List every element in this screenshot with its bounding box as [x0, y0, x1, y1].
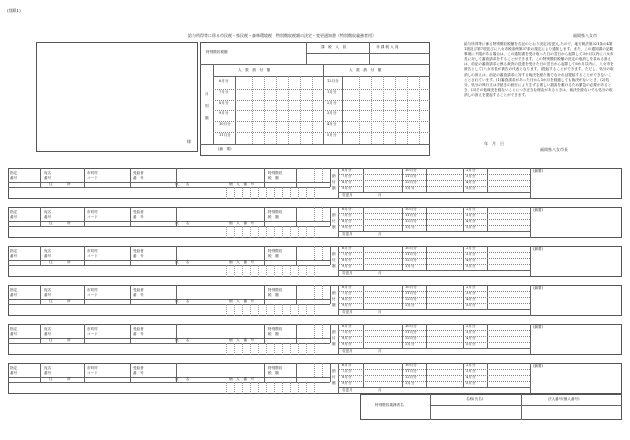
month-label: 2月分: [466, 363, 476, 367]
month-label: 10月分: [405, 246, 417, 250]
recipient-no-label: 受給者 番 号: [133, 249, 144, 258]
month-label: 6月分: [342, 168, 352, 172]
month-label: 11月分: [405, 213, 417, 217]
individual-no-label: 個 人 番 号: [229, 221, 255, 225]
address-label: 住 所: [49, 182, 71, 186]
month-label: 3月分: [466, 369, 476, 373]
header-month-right: 3月分: [327, 111, 337, 116]
reference-no-label: 宛名 番号: [44, 171, 52, 180]
change-month-label: 変更月: [342, 270, 353, 275]
page-title: 給与所得等に係る市民税・県民税・森林環境税 特別徴収税額の決定・変更通知書（特別徴収義務者用）: [188, 33, 376, 38]
address-label: 住 所: [49, 221, 71, 225]
month-label: 9月分: [342, 381, 352, 385]
month-label: 7月分: [342, 369, 352, 373]
special-tax-label: 特別徴収 税 額: [268, 366, 283, 375]
designation-no-label: 指定 番号: [10, 288, 18, 297]
recipient-no-label: 受給者 番 号: [133, 288, 144, 297]
individual-no-label: 個 人 番 号: [229, 377, 255, 381]
designation-no-label: 指定 番号: [10, 171, 18, 180]
month-label: 5月分: [466, 186, 476, 190]
month-label: 8月分: [342, 336, 352, 340]
header-month-left: 11月分: [219, 133, 231, 137]
month-label: 1月分: [405, 381, 415, 385]
month-label: 1月分: [405, 264, 415, 268]
city-code-label: 市町村 コード: [87, 288, 98, 297]
month-label: 8月分: [342, 375, 352, 379]
month-label: 9月分: [342, 225, 352, 229]
month-label: 8月分: [342, 258, 352, 262]
name-label: 氏 名: [175, 299, 190, 303]
city-code-label: 市町村 コード: [87, 171, 98, 180]
city-code-label: 市町村 コード: [87, 210, 98, 219]
name-label: 氏 名: [175, 182, 190, 186]
month-label: 10月分: [405, 207, 417, 211]
month-label: 9月分: [342, 342, 352, 346]
month-label: 6月分: [342, 285, 352, 289]
monthly-label: 納 付 額: [332, 330, 336, 346]
month-label: 5月分: [466, 381, 476, 385]
special-tax-label: 特別徴収 税 額: [268, 249, 283, 258]
month-label: 3月分: [466, 174, 476, 178]
month-label: 3月分: [466, 330, 476, 334]
reference-no-label: 宛名 番号: [44, 210, 52, 219]
monthly-label: 納 付 額: [332, 252, 336, 268]
individual-no-label: 個 人 番 号: [229, 182, 255, 186]
name-label: 氏 名: [175, 260, 190, 264]
month-label: 4月分: [466, 375, 476, 379]
legal-notice: 給与所得等に係る特別徴収税額を右記のとおり決定(変更)したので、地方税法第321条の4第1項及び第7項並びに八女市税条例第37条の規定により通知します。また、この通知書の記載事項に不服がある場合は、この通知書を受け取った日の翌日から起算して3か月以内に八女市長に対して審査請求をすることができます。この特別徴収税額の決定の取消しを求める訴えは、前記の審査請求に係る裁決の送達を受けた日の翌日から起算して6か月以内に、八女市を被告として(八女市長が被告の代表となります。)提起することができます。ただし、処分の取消しの訴えは、前記の審査請求に対する裁決を経た後でなければ提起することができないこととされています。(1)審査請求があった日から3か月を経過しても裁決がないとき、(2)処分、処分の執行又は手続きの続行により生ずる著しい損害を避けるため緊急の必要があるとき、(3)その他裁決を経ないことにつき正当な理由があるときは、裁決を経ないでも処分の取消しの訴えを提起することができます。: [464, 42, 614, 97]
month-label: 3月分: [466, 213, 476, 217]
header-month-right: 4月分: [327, 122, 337, 127]
designation-no-label: 指定 番号: [10, 249, 18, 258]
footer-name-label: 名称(氏名): [466, 397, 484, 401]
change-month-label: 変更月: [342, 309, 353, 314]
month-label: 2月分: [466, 207, 476, 211]
header-month-right: 1月分: [327, 89, 337, 94]
month-label: 12月分: [405, 180, 417, 184]
recipient-no-label: 受給者 番 号: [133, 210, 144, 219]
special-tax-label: 特別徴収 税 額: [268, 210, 283, 219]
month-label: 8月分: [342, 219, 352, 223]
special-tax-label: 特別徴収 税 額: [268, 327, 283, 336]
month-label: 4月分: [466, 297, 476, 301]
address-label: 住 所: [49, 260, 71, 264]
monthly-label: 納 付 額: [332, 291, 336, 307]
month-label: 6月分: [342, 207, 352, 211]
header-month-left: 6月分: [219, 79, 229, 83]
reference-no-label: 宛名 番号: [44, 288, 52, 297]
change-month-label: 変更月: [342, 192, 353, 197]
month-label: 10月分: [405, 168, 417, 172]
city-code-label: 市町村 コード: [87, 366, 98, 375]
month-label: 7月分: [342, 213, 352, 217]
footer-corp-no-label: 法人番号(個人番号): [548, 397, 580, 401]
month-unit: 月: [378, 270, 382, 275]
month-label: 3月分: [466, 291, 476, 295]
date-label: 年 月 日: [484, 141, 504, 146]
header-month-right: 12月分: [327, 79, 339, 83]
month-label: 8月分: [342, 180, 352, 184]
issuer-label: 福岡県八女市長: [540, 147, 568, 152]
name-label: 氏 名: [175, 221, 190, 225]
month-label: 2月分: [466, 324, 476, 328]
header-month-right: 5月分: [327, 133, 337, 137]
month-label: 10月分: [405, 324, 417, 328]
month-label: 2月分: [466, 285, 476, 289]
header-month-left: 9月分: [219, 111, 229, 116]
month-label: 1月分: [405, 303, 415, 307]
name-label: 氏 名: [175, 338, 190, 342]
month-label: 7月分: [342, 174, 352, 178]
month-label: 1月分: [405, 186, 415, 190]
month-label: 6月分: [342, 324, 352, 328]
reference-no-label: 宛名 番号: [44, 327, 52, 336]
month-label: 9月分: [342, 264, 352, 268]
change-month-label: 変更月: [342, 231, 353, 236]
amount-header-right: 人 数 納 付 額: [349, 68, 382, 72]
month-label: 1月分: [405, 225, 415, 229]
address-label: 住 所: [49, 338, 71, 342]
record-remarks: (摘要): [533, 169, 543, 173]
monthly-label: 納 付 額: [332, 213, 336, 229]
addressee-honorific: 様: [187, 139, 191, 144]
recipient-no-label: 受給者 番 号: [133, 171, 144, 180]
month-label: 9月分: [342, 186, 352, 190]
month-label: 5月分: [466, 303, 476, 307]
col-nontaxable: 非 課 税 人 員: [376, 45, 399, 49]
month-col-label: 月 別 額: [205, 92, 213, 120]
month-label: 4月分: [466, 258, 476, 262]
month-label: 2月分: [466, 168, 476, 172]
city-code-label: 市町村 コード: [87, 249, 98, 258]
designation-no-label: 指定 番号: [10, 366, 18, 375]
month-label: 1月分: [405, 342, 415, 346]
month-label: 8月分: [342, 297, 352, 301]
designation-no-label: 指定 番号: [10, 210, 18, 219]
header-remarks: (摘 要): [218, 147, 232, 151]
address-label: 住 所: [49, 377, 71, 381]
special-tax-label: 特別徴収 税 額: [268, 171, 283, 180]
month-label: 7月分: [342, 291, 352, 295]
recipient-no-label: 受給者 番 号: [133, 327, 144, 336]
month-unit: 月: [378, 348, 382, 353]
header-month-left: 10月分: [219, 122, 231, 127]
monthly-label: 納 付 額: [332, 369, 336, 385]
month-label: 6月分: [342, 246, 352, 250]
reference-no-label: 宛名 番号: [44, 366, 52, 375]
monthly-label: 納 付 額: [332, 174, 336, 190]
change-month-label: 変更月: [342, 387, 353, 392]
city-office-top: 福岡県八女市: [573, 33, 597, 38]
city-code-label: 市町村 コード: [87, 327, 98, 336]
change-month-label: 変更月: [342, 348, 353, 353]
month-label: 10月分: [405, 363, 417, 367]
month-label: 4月分: [466, 336, 476, 340]
name-label: 氏 名: [175, 377, 190, 381]
col-taxable: 課 税 人 員: [321, 45, 347, 49]
month-label: 2月分: [466, 246, 476, 250]
month-label: 9月分: [342, 303, 352, 307]
month-unit: 月: [378, 387, 382, 392]
amount-header-left: 人 数 納 付 額: [238, 68, 271, 72]
month-label: 5月分: [466, 342, 476, 346]
record-remarks: (摘要): [533, 364, 543, 368]
month-label: 5月分: [466, 225, 476, 229]
month-label: 3月分: [466, 252, 476, 256]
month-label: 11月分: [405, 174, 417, 178]
month-label: 7月分: [342, 330, 352, 334]
address-label: 住 所: [49, 299, 71, 303]
individual-no-label: 個 人 番 号: [229, 338, 255, 342]
month-label: 11月分: [405, 330, 417, 334]
month-label: 4月分: [466, 180, 476, 184]
month-unit: 月: [378, 192, 382, 197]
month-label: 5月分: [466, 264, 476, 268]
header-month-left: 7月分: [219, 89, 229, 94]
form-label: (別紙1): [7, 8, 21, 13]
month-label: 10月分: [405, 285, 417, 289]
row-label-tax: 特別徴収税額: [206, 50, 228, 54]
month-label: 12月分: [405, 336, 417, 340]
individual-no-label: 個 人 番 号: [229, 299, 255, 303]
addressee-box: [36, 42, 198, 152]
record-remarks: (摘要): [533, 286, 543, 290]
month-label: 6月分: [342, 363, 352, 367]
obligor-label: 特別徴収義務者名: [375, 403, 404, 407]
month-label: 11月分: [405, 252, 417, 256]
reference-no-label: 宛名 番号: [44, 249, 52, 258]
designation-no-label: 指定 番号: [10, 327, 18, 336]
month-label: 11月分: [405, 291, 417, 295]
month-label: 7月分: [342, 252, 352, 256]
month-label: 12月分: [405, 258, 417, 262]
recipient-no-label: 受給者 番 号: [133, 366, 144, 375]
month-unit: 月: [378, 309, 382, 314]
special-tax-label: 特別徴収 税 額: [268, 288, 283, 297]
record-remarks: (摘要): [533, 325, 543, 329]
record-remarks: (摘要): [533, 208, 543, 212]
header-month-left: 8月分: [219, 100, 229, 105]
month-unit: 月: [378, 231, 382, 236]
month-label: 12月分: [405, 297, 417, 301]
month-label: 12月分: [405, 375, 417, 379]
record-remarks: (摘要): [533, 247, 543, 251]
individual-no-label: 個 人 番 号: [229, 260, 255, 264]
month-label: 4月分: [466, 219, 476, 223]
header-month-right: 2月分: [327, 100, 337, 105]
month-label: 12月分: [405, 219, 417, 223]
month-label: 11月分: [405, 369, 417, 373]
